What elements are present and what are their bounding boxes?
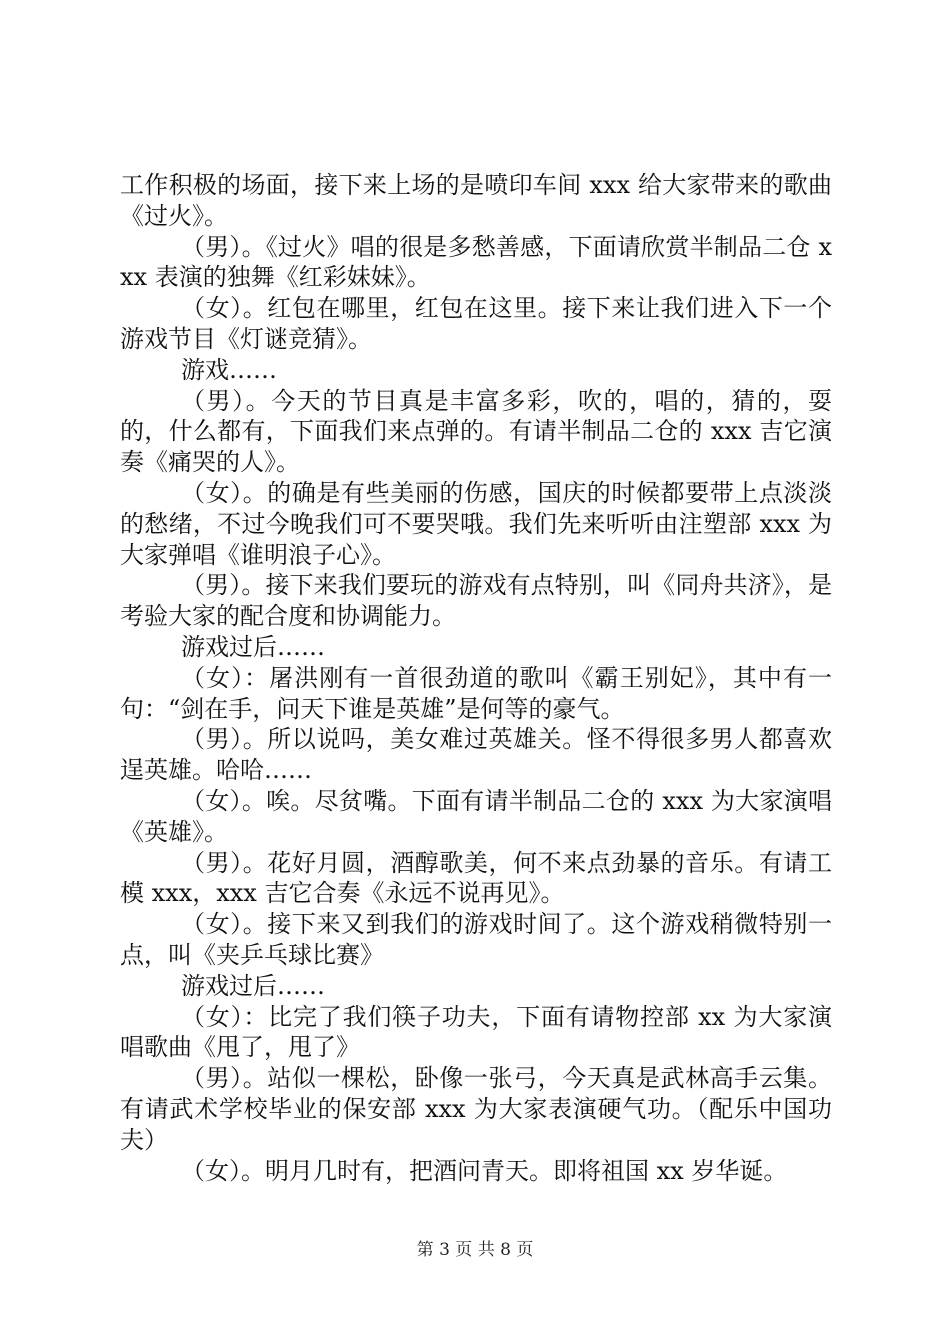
paragraph: 工作积极的场面，接下来上场的是喷印车间 xxx 给大家带来的歌曲《过火》。 xyxy=(120,171,832,230)
paragraph: （女）：比完了我们筷子功夫，下面有请物控部 xx 为大家演唱歌曲《甩了，甩了》 xyxy=(120,1002,832,1062)
paragraph: （男）。《过火》唱的很是多愁善感，下面请欣赏半制品二仓 xxx 表演的独舞《红彩妹妹》。 xyxy=(120,232,832,292)
paragraph: （女）。明月几时有，把酒问青天。即将祖国 xx 岁华诞。 xyxy=(181,1156,788,1185)
paragraph: （男）。今天的节目真是丰富多彩，吹的，唱的，猜的，耍的，什么都有，下面我们来点弹的。有请半制品二仓的 xxx 吉它演奏《痛哭的人》。 xyxy=(120,386,832,477)
paragraph: （女）。红包在哪里，红包在这里。接下来让我们进入下一个游戏节目《灯谜竞猜》。 xyxy=(120,294,832,353)
paragraph: 游戏过后…… xyxy=(181,971,325,1000)
paragraph: （男）。站似一棵松，卧像一张弓，今天真是武林高手云集。有请武术学校毕业的保安部 xxx 为大家表演硬气功。（配乐中国功夫） xyxy=(120,1064,832,1154)
page-number-footer: 第 3 页 共 8 页 xyxy=(416,1240,534,1260)
paragraph: （女）。唉。尽贫嘴。下面有请半制品二仓的 xxx 为大家演唱《英雄》。 xyxy=(120,786,832,846)
paragraph: （女）。接下来又到我们的游戏时间了。这个游戏稍微特别一点，叫《夹乒乓球比赛》 xyxy=(120,910,832,969)
paragraph: （男）。所以说吗，美女难过英雄关。怪不得很多男人都喜欢逞英雄。哈哈…… xyxy=(120,725,832,785)
paragraph: （男）。接下来我们要玩的游戏有点特别，叫《同舟共济》，是考验大家的配合度和协调能力。 xyxy=(120,571,832,631)
body-text xyxy=(120,170,832,1186)
paragraph: （女）。的确是有些美丽的伤感，国庆的时候都要带上点淡淡的愁绪，不过今晚我们可不要哭哦。我们先来听听由注塑部 xxx 为大家弹唱《谁明浪子心》。 xyxy=(120,478,832,569)
paragraph: 游戏…… xyxy=(181,355,277,384)
paragraph: 游戏过后…… xyxy=(181,632,325,661)
paragraph: （男）。花好月圆，酒醇歌美，何不来点劲暴的音乐。有请工模 xxx，xxx 吉它合奏《永远不说再见》。 xyxy=(120,848,832,908)
paragraph: （女）：屠洪刚有一首很劲道的歌叫《霸王别妃》，其中有一句：“剑在手，问天下谁是英雄”是何等的豪气。 xyxy=(120,663,832,723)
